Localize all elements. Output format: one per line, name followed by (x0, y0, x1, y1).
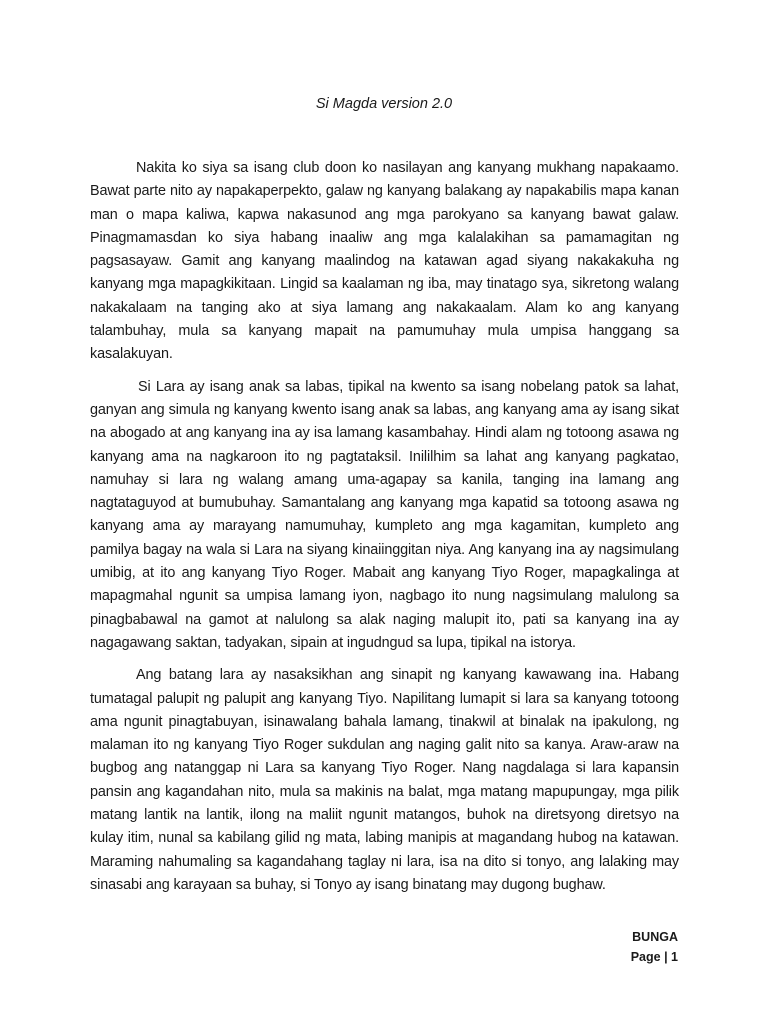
page-number: Page | 1 (630, 950, 678, 964)
page-footer (631, 927, 678, 967)
paragraph: Ang batang lara ay nasaksikhan ang sinapit ng kanyang kawawang ina. Habang tumatagal palupit ng palupit ang kanyang Tiyo. Napilitang lumapit si lara sa kanyang totoong ama ngunit pinagtabuyan, isinawalang bahala lamang, tinakwil at binalak na ipakulong, ng malaman ito ng kanyang Tiyo Roger sukdulan ang naging galit nito sa kanya. Araw-araw na bugbog ang natanggap ni Lara sa kanyang Tiyo Roger. Nang nagdalaga si lara kapansin pansin ang kagandahan nito, mula sa makinis na balat, mga matang mapupungay, mga pilik matang lantik na lantik, ilong na maliit ngunit matangos, buhok na diretsyong diretsyo na kulay itim, nunal sa kabilang gilid ng mata, labing manipis at magandang hubog na katawan. Maraming nahumaling sa kagandahang taglay ni lara, isa na dito si tonyo, ang lalaking may sinasabi ang karayaan sa buhay, si Tonyo ay isang binatang may dugong bughaw. (90, 667, 679, 893)
footer-author: BUNGA (632, 930, 678, 944)
document-body (90, 157, 679, 906)
paragraph: Nakita ko siya sa isang club doon ko nasilayan ang kanyang mukhang napakaamo. Bawat parte nito ay napakaperpekto, galaw ng kanyang balakang ay napakabilis mapa kanan man o mapa kaliwa, kapwa nakasunod ang mga parokyano sa kanyang bawat galaw. Pinagmamasdan ko siya habang inaaliw ang mga kalalakihan sa pamamagitan ng pagsasayaw. Gamit ang kanyang maalindog na katawan agad siyang nakakakuha ng kanyang mga mapagkikitaan. Lingid sa kaalaman ng iba, may tinatago sya, sikretong walang nakakalaam na tanging ako at siya lamang ang nakakaalam. Alam ko ang kanyang talambuhay, mula sa kanyang mapait na pamumuhay mula umpisa hanggang sa kasalakuyan. (90, 160, 679, 363)
document-title: Si Magda version 2.0 (315, 96, 453, 112)
paragraph: Si Lara ay isang anak sa labas, tipikal na kwento sa isang nobelang patok sa lahat, ganyan ang simula ng kanyang kwento isang anak sa labas, ang kanyang ama ay isang sikat na abogado at ang kanyang ina ay isa lamang kasambahay. Hindi alam ng totoong asawa ng kanyang ama na nagkaroon ito ng pagtataksil. Inililhim sa lahat ang kanyang pagkatao, namuhay si lara ng walang amang uma-agapay sa kanila, tanging ina lamang ang nagtataguyod at bumubuhay. Samantalang ang kanyang mga kapatid sa totoong asawa ng kanyang ama ay marayang namumuhay, kumpleto ang mga kagamitan, kumpleto ang pamilya bagay na wala si Lara na siyang kinaiinggitan niya. Ang kanyang ina ay nagsimulang umibig, at ito ang kanyang Tiyo Roger. Mabait ang kanyang Tiyo Roger, mapagkalinga at mapagmahal ngunit sa umpisa lamang iyon, nagbago ito nung nagsimulang malulong sa pinagbabawal na gamot at nalulong sa alak naging malupit ito, pati sa kanyang ina ay nagagawang saktan, tadyakan, sipain at ingudngud sa lupa, tipikal na istorya. (90, 378, 679, 651)
